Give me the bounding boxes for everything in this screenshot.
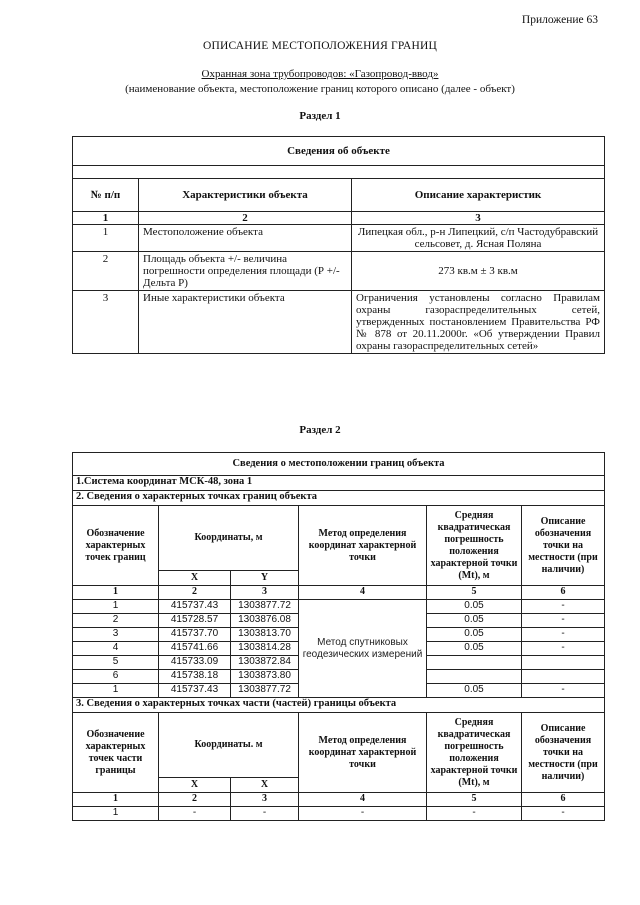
point-x: 415737.70 [159, 628, 231, 642]
col-part-x: X [159, 778, 231, 793]
table-row [73, 291, 605, 354]
point-desc: - [522, 600, 605, 614]
point-error: 0.05 [427, 600, 522, 614]
point-y: 1303876.08 [231, 614, 299, 628]
point-id: 4 [73, 642, 159, 656]
point-x: 415733.09 [159, 656, 231, 670]
point-error: 0.05 [427, 614, 522, 628]
subsection-2-title: 2. Сведения о характерных точках границ объекта [73, 491, 605, 506]
point-id: 2 [73, 614, 159, 628]
row-description: Ограничения установлены согласно Правилам охраны газораспределительных сетей, утвержденных постановлением Правительства РФ № 878 от 20.11.2000г. «Об утверждении Правил охраны газораспределительных сетей» [352, 291, 605, 354]
point-y: 1303873.80 [231, 670, 299, 684]
point-desc: - [522, 642, 605, 656]
point-id: 5 [73, 656, 159, 670]
col-number: № п/п [73, 179, 139, 212]
num-cell: 6 [522, 793, 605, 807]
num-cell: 3 [231, 586, 299, 600]
num-cell: 4 [299, 586, 427, 600]
col-part-desc: Описание обозначения точки на местности (при наличии) [522, 713, 605, 793]
point-y: 1303813.70 [231, 628, 299, 642]
col-part-x2: X [231, 778, 299, 793]
point-id: 1 [73, 600, 159, 614]
boundary-table-title: Сведения о местоположении границ объекта [73, 453, 605, 476]
num-cell: 1 [73, 793, 159, 807]
point-desc: - [522, 614, 605, 628]
document-title: ОПИСАНИЕ МЕСТОПОЛОЖЕНИЯ ГРАНИЦ [202, 40, 438, 52]
boundary-table [72, 452, 605, 821]
coord-system: 1.Система координат МСК-48, зона 1 [73, 476, 605, 491]
col-method: Метод определения координат характерной точки [299, 506, 427, 586]
part-point-method: - [299, 807, 427, 821]
row-description: Липецкая обл., р-н Липецкий, с/п Частодубравский сельсовет, д. Ясная Поляна [352, 225, 605, 252]
point-y: 1303872.84 [231, 656, 299, 670]
col-error: Средняя квадратическая погрешность положения характерной точки (Mt), м [427, 506, 522, 586]
col-x: X [159, 571, 231, 586]
point-x: 415741.66 [159, 642, 231, 656]
num-cell: 1 [73, 212, 139, 225]
table-row [73, 252, 605, 291]
num-cell: 1 [73, 586, 159, 600]
col-characteristic: Характеристики объекта [139, 179, 352, 212]
point-y: 1303877.72 [231, 684, 299, 698]
object-note: (наименование объекта, местоположение границ которого описано (далее - объект) [125, 83, 515, 95]
point-error: 0.05 [427, 684, 522, 698]
part-point-error: - [427, 807, 522, 821]
point-id: 1 [73, 684, 159, 698]
section1-label: Раздел 1 [299, 110, 341, 122]
row-characteristic: Площадь объекта +/- величина погрешности определения площади (Р +/- Дельта Р) [139, 252, 352, 291]
num-cell: 4 [299, 793, 427, 807]
col-description: Описание характеристик [352, 179, 605, 212]
row-number: 1 [73, 225, 139, 252]
col-point-id: Обозначение характерных точек границ [73, 506, 159, 586]
object-info-table [72, 136, 605, 354]
point-id: 6 [73, 670, 159, 684]
point-desc [522, 656, 605, 670]
point-x: 415737.43 [159, 684, 231, 698]
subsection-3-title: 3. Сведения о характерных точках части (частей) границы объекта [73, 698, 605, 713]
appendix-label: Приложение 63 [521, 14, 598, 26]
section2-label: Раздел 2 [299, 424, 341, 436]
num-cell: 2 [159, 793, 231, 807]
point-error [427, 670, 522, 684]
row-number: 2 [73, 252, 139, 291]
point-y: 1303877.72 [231, 600, 299, 614]
col-point-desc: Описание обозначения точки на местности (при наличии) [522, 506, 605, 586]
point-id: 3 [73, 628, 159, 642]
table-row [73, 225, 605, 252]
col-part-method: Метод определения координат характерной точки [299, 713, 427, 793]
point-method: Метод спутниковых геодезических измерений [299, 600, 427, 698]
point-desc: - [522, 684, 605, 698]
col-part-coords: Координаты. м [159, 713, 299, 778]
col-part-error: Средняя квадратическая погрешность положения характерной точки (Mt), м [427, 713, 522, 793]
point-x: 415738.18 [159, 670, 231, 684]
point-error: 0.05 [427, 642, 522, 656]
point-desc [522, 670, 605, 684]
num-cell: 2 [159, 586, 231, 600]
point-x: 415737.43 [159, 600, 231, 614]
row-number: 3 [73, 291, 139, 354]
part-point-desc: - [522, 807, 605, 821]
row-description: 273 кв.м ± 3 кв.м [352, 252, 605, 291]
col-part-point-id: Обозначение характерных точек части границы [73, 713, 159, 793]
num-cell: 6 [522, 586, 605, 600]
point-error [427, 656, 522, 670]
part-point-id: 1 [73, 807, 159, 821]
num-cell: 3 [231, 793, 299, 807]
part-point-y: - [231, 807, 299, 821]
table-row [73, 807, 605, 821]
num-cell: 2 [139, 212, 352, 225]
spacer-row [73, 166, 605, 179]
object-name [0, 68, 640, 80]
object-info-title: Сведения об объекте [73, 137, 605, 166]
table-row [73, 600, 605, 614]
point-error: 0.05 [427, 628, 522, 642]
part-point-x: - [159, 807, 231, 821]
col-coords: Координаты, м [159, 506, 299, 571]
num-cell: 5 [427, 793, 522, 807]
point-x: 415728.57 [159, 614, 231, 628]
point-desc: - [522, 628, 605, 642]
num-cell: 5 [427, 586, 522, 600]
row-characteristic: Иные характеристики объекта [139, 291, 352, 354]
point-y: 1303814.28 [231, 642, 299, 656]
num-cell: 3 [352, 212, 605, 225]
row-characteristic: Местоположение объекта [139, 225, 352, 252]
col-y: Y [231, 571, 299, 586]
object-name-text: Охранная зона трубопроводов: «Газопровод-ввод» [201, 68, 439, 80]
